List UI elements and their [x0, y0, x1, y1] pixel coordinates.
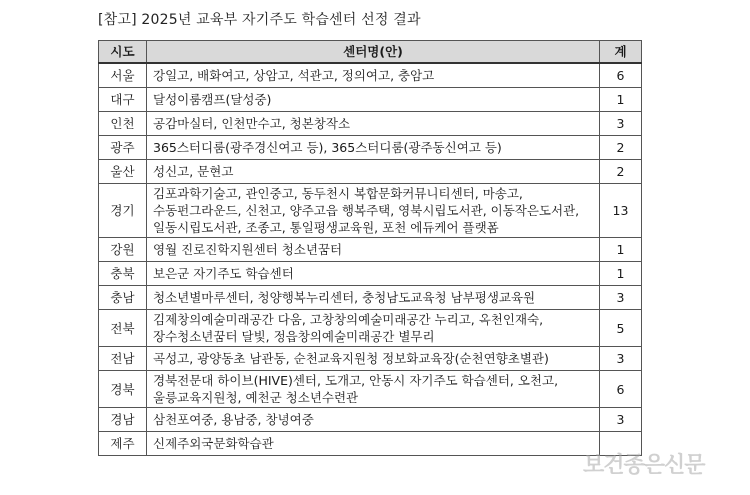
table-caption: [참고] 2025년 교육부 자기주도 학습센터 선정 결과: [98, 12, 421, 28]
centers-cell: 성신고, 문현고: [147, 160, 600, 184]
table-row: [99, 408, 642, 432]
count-cell: 6: [600, 371, 642, 408]
count-cell: 2: [600, 136, 642, 160]
table-header: [99, 41, 642, 64]
centers-cell: 365스터디룸(광주경신여고 등), 365스터디룸(광주동신여고 등): [147, 136, 600, 160]
centers-cell: 경북전문대 하이브(HIVE)센터, 도개고, 안동시 자기주도 학습센터, 오천고, 울릉교육지원청, 예천군 청소년수련관: [147, 371, 600, 408]
newspaper-watermark: 보건종은신문: [583, 453, 705, 478]
centers-cell: 공감마실터, 인천만수고, 청본창작소: [147, 112, 600, 136]
table-row: [99, 432, 642, 456]
region-cell: 인천: [99, 112, 147, 136]
count-cell: 13: [600, 184, 642, 238]
region-cell: 서울: [99, 63, 147, 88]
region-cell: 전남: [99, 347, 147, 371]
centers-cell: 영월 진로진학지원센터 청소년꿈터: [147, 238, 600, 262]
table-row: [99, 160, 642, 184]
centers-cell: 달성이룸캠프(달성중): [147, 88, 600, 112]
count-cell: 6: [600, 63, 642, 88]
region-cell: 강원: [99, 238, 147, 262]
region-cell: 제주: [99, 432, 147, 456]
centers-cell: 곡성고, 광양동초 남관동, 순천교육지원청 정보화교육장(순천연향초별관): [147, 347, 600, 371]
count-cell: 3: [600, 112, 642, 136]
centers-cell: 김포과학기술고, 관인중고, 동두천시 복합문화커뮤니티센터, 마송고, 수동펀그라운드, 신천고, 양주고읍 행복주택, 영북시립도서관, 이동작은도서관, 일동시립도서관, 조종고, 통일평생교육원, 포천 에듀케어 플랫폼: [147, 184, 600, 238]
results-table: [98, 40, 642, 456]
region-cell: 경남: [99, 408, 147, 432]
table-row: [99, 136, 642, 160]
table-row: [99, 371, 642, 408]
count-cell: 1: [600, 88, 642, 112]
count-cell: 3: [600, 347, 642, 371]
region-cell: 경북: [99, 371, 147, 408]
table-row: [99, 310, 642, 347]
count-cell: 1: [600, 262, 642, 286]
centers-cell: 강일고, 배화여고, 상암고, 석관고, 정의여고, 충암고: [147, 63, 600, 88]
table-row: [99, 112, 642, 136]
region-cell: 전북: [99, 310, 147, 347]
count-cell: 3: [600, 286, 642, 310]
region-cell: 대구: [99, 88, 147, 112]
count-cell: 3: [600, 408, 642, 432]
region-cell: 충북: [99, 262, 147, 286]
centers-cell: 삼천포여중, 용남중, 창녕여중: [147, 408, 600, 432]
table-body: [99, 63, 642, 456]
table-row: [99, 262, 642, 286]
region-cell: 경기: [99, 184, 147, 238]
count-cell: 5: [600, 310, 642, 347]
region-cell: 충남: [99, 286, 147, 310]
centers-cell: 신제주외국문화학습관: [147, 432, 600, 456]
count-cell: 2: [600, 160, 642, 184]
header-count: 계: [600, 41, 642, 64]
centers-cell: 청소년별마루센터, 청양행복누리센터, 충청남도교육청 남부평생교육원: [147, 286, 600, 310]
table-row: [99, 238, 642, 262]
table-row: [99, 347, 642, 371]
table-row: [99, 184, 642, 238]
count-cell: 1: [600, 238, 642, 262]
table-row: [99, 88, 642, 112]
header-centers: 센터명(안): [147, 41, 600, 64]
region-cell: 광주: [99, 136, 147, 160]
table-row: [99, 63, 642, 88]
centers-cell: 보은군 자기주도 학습센터: [147, 262, 600, 286]
header-region: 시도: [99, 41, 147, 64]
region-cell: 울산: [99, 160, 147, 184]
table-row: [99, 286, 642, 310]
centers-cell: 김제창의예술미래공간 다움, 고창창의예술미래공간 누리고, 옥천인재숙, 장수청소년꿈터 달빛, 정읍창의예술미래공간 별무리: [147, 310, 600, 347]
